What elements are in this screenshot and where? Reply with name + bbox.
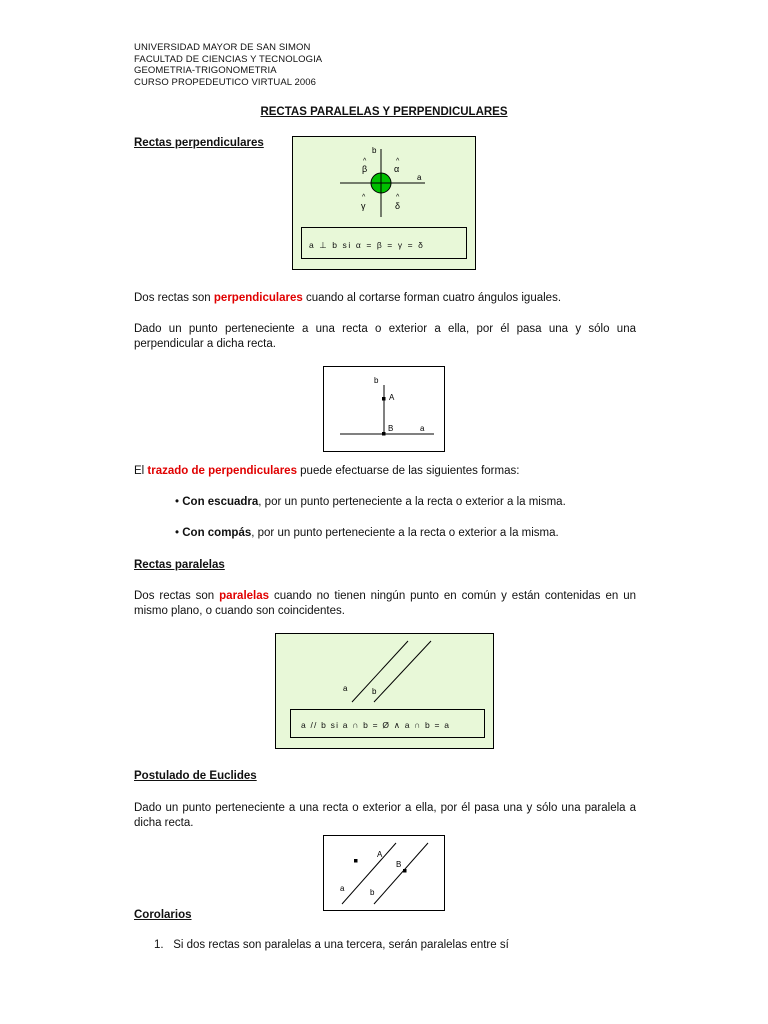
highlight-trazado: trazado de perpendiculares (147, 465, 297, 477)
euclid-diagram (324, 836, 444, 910)
document-header (134, 42, 322, 88)
list-number: 1. (154, 939, 164, 951)
highlight-paralelas: paralelas (219, 590, 270, 602)
paragraph-paral-definition (134, 589, 636, 619)
bullet-text: , por un punto perteneciente a la recta o exterior a la misma. (258, 496, 566, 508)
figure-perpendicular-point (323, 366, 445, 452)
label-b: b (372, 146, 377, 155)
label-A: A (377, 850, 383, 859)
bullet-escuadra (175, 496, 566, 508)
label-beta: β (362, 164, 368, 174)
header-subject: GEOMETRIA-TRIGONOMETRIA (134, 65, 277, 76)
point-A (354, 859, 358, 863)
text-segment: Dos rectas son (134, 590, 220, 602)
header-university: UNIVERSIDAD MAYOR DE SAN SIMON (134, 42, 311, 53)
hat-alpha: ^ (396, 158, 400, 165)
bullet-bold: Con escuadra (182, 496, 259, 508)
point-A (382, 397, 386, 401)
heading-paralelas: Rectas paralelas (134, 559, 225, 571)
label-a: a (340, 884, 345, 893)
header-course: CURSO PROPEDEUTICO VIRTUAL 2006 (134, 76, 317, 88)
hat-beta: ^ (363, 158, 367, 165)
perpendicular-point-diagram (324, 367, 444, 451)
formula-box-perpendicular (301, 227, 467, 259)
bullet-text: , por un punto perteneciente a la recta o exterior a la misma. (251, 527, 559, 539)
text-segment: Dos rectas son (134, 292, 214, 304)
heading-perpendiculares: Rectas perpendiculares (134, 137, 264, 149)
list-text: Si dos rectas son paralelas a una tercera, serán paralelas entre sí (173, 939, 509, 951)
figure-perpendicular-angles (292, 136, 476, 270)
header-faculty: FACULTAD DE CIENCIAS Y TECNOLOGIA (134, 53, 323, 65)
heading-corolarios: Corolarios (134, 909, 192, 921)
label-B: B (396, 860, 402, 869)
label-gamma: γ (361, 201, 366, 211)
corollary-item-1 (154, 939, 509, 951)
bullet-glyph: • (175, 527, 180, 539)
page-title: RECTAS PARALELAS Y PERPENDICULARES (260, 106, 508, 118)
paragraph-perp-construction (134, 464, 636, 479)
formula-parallel: a // b si a ∩ b = Ø ∧ a ∩ b = a (301, 720, 451, 730)
formula-perpendicular: a ⊥ b si α = β = γ = δ (309, 240, 425, 250)
text-segment: puede efectuarse de las siguientes formas: (296, 465, 520, 477)
label-a: a (420, 424, 425, 433)
text-segment: cuando no tienen ningún punto en común y están contenidas en un mismo plano, o cuando son coincidentes. (134, 590, 636, 617)
heading-euclides: Postulado de Euclides (134, 770, 257, 782)
label-B: B (388, 424, 394, 433)
hat-delta: ^ (396, 194, 400, 201)
paragraph-perp-definition (134, 291, 636, 306)
point-B (382, 432, 386, 436)
formula-box-parallel (290, 709, 485, 738)
label-delta: δ (395, 201, 401, 211)
hat-gamma: ^ (362, 194, 366, 201)
text-segment: El (134, 465, 148, 477)
bullet-bold: Con compás (182, 527, 252, 539)
figure-parallel-lines (275, 633, 494, 749)
point-B (403, 869, 407, 873)
figure-euclid (323, 835, 445, 911)
label-a: a (417, 173, 422, 182)
paragraph-euclides: Dado un punto perteneciente a una recta o exterior a ella, por él pasa una y sólo una paralela a dicha recta. (134, 802, 636, 829)
label-a: a (343, 684, 348, 693)
bullet-compas (175, 527, 559, 539)
paragraph-perp-unique: Dado un punto perteneciente a una recta o exterior a ella, por él pasa una y sólo una perpendicular a dicha recta. (134, 323, 636, 350)
text-segment: cuando al cortarse forman cuatro ángulos iguales. (302, 292, 562, 304)
label-A: A (389, 393, 395, 402)
label-b: b (372, 687, 377, 696)
label-alpha: α (394, 164, 400, 174)
bullet-glyph: • (175, 496, 180, 508)
label-b: b (374, 376, 379, 385)
label-b: b (370, 888, 375, 897)
highlight-perpendiculares: perpendiculares (213, 292, 303, 304)
